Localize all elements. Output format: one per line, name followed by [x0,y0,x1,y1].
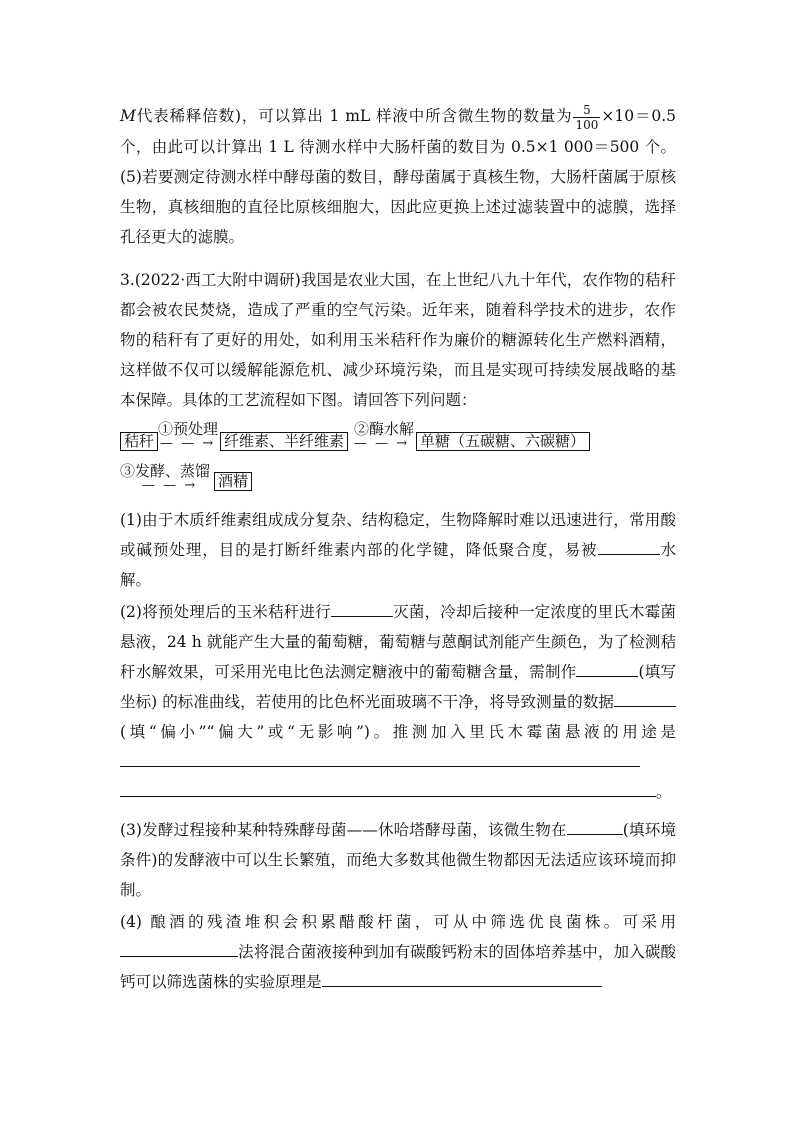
q2-text-d: (填“偏小”“偏大”或“无影响”)。推测加入里氏木霉菌悬液的用途是 [120,723,676,741]
flow-step-enzyme-hydrolysis: ②酶水解 [354,420,415,438]
flow-arrow-1: — — → [160,436,216,451]
fraction-numerator: 5 [573,103,600,118]
answer-blank-q2-sterilization[interactable] [331,598,393,617]
q3-text-b: (填环境条件)的发酵液中可以生长繁殖，而绝大多数其他微生物都因无法适应该环境而抑制。 [120,821,676,899]
q2-text-e: 。 [656,783,672,801]
flow-box-cellulose-label: 纤维素、半纤维素 [220,432,348,451]
intro-text-3: 由此可以计算出 1 L 待测水样中大肠杆菌的数目为 0.5×1 000＝500 个。(5)若要测定待测水样中酵母菌的数目，酵母菌属于真核生物，大肠杆菌属于原核生物，真核细胞的直径比原核细胞大，因此应更换上述过滤装置中的滤膜，选择孔径更大的滤膜。 [120,137,676,246]
intro-paragraph [120,101,676,252]
answer-blank-q2-measurement[interactable] [614,688,676,707]
flow-box-straw-label: 秸秆 [120,432,158,451]
flow-box-alcohol [214,472,252,491]
sub-question-3 [120,815,676,905]
flow-box-monosaccharide-label: 单糖（五碳糖、六碳糖） [416,432,590,451]
flow-step-fermentation: ③发酵、蒸馏 [120,462,211,480]
q2-text-b: 灭菌，冷却后接种一定浓度的里氏木霉菌悬液，24 h 就能产生大量的葡萄糖，葡萄糖与蒽酮试剂能产生颜色，为了检测秸秆水解效果，可采用光电比色法测定糖液中的葡萄糖含量，需制作 [120,603,676,681]
answer-blank-q2-coordinates[interactable] [576,658,638,677]
q4-text-b: 法将混合菌液接种到加有碳酸钙粉末的固体培养基中，加入碳酸钙可以筛选菌株的实验原理是 [120,943,676,991]
answer-blank-q2-purpose-line1[interactable] [120,748,640,767]
q2-text-c: (填写坐标) 的标准曲线，若使用的比色杯光面玻璃不干净，将导致测量的数据 [120,663,676,711]
q4-text-a: (4) 酿酒的残渣堆积会积累醋酸杆菌，可从中筛选优良菌株。可采用 [120,913,676,931]
flow-box-alcohol-label: 酒精 [214,472,252,491]
answer-blank-q2-purpose-line2[interactable] [120,778,656,797]
intro-text-1: 代表稀释倍数)，可以算出 1 mL 样液中所含微生物的数量为 [135,107,573,125]
answer-blank-q4-method[interactable] [120,938,238,957]
question-3-stem: 3.(2022·西工大附中调研)我国是农业大国，在上世纪八九十年代，农作物的秸秆都会被农民焚烧，造成了严重的空气污染。近年来，随着科学技术的进步，农作物的秸秆有了更好的用处，如利用玉米秸秆作为廉价的糖源转化生产燃料酒精，这样做不仅可以缓解能源危机、减少环境污染，而且是实现可持续发展战略的基本保障。具体的工艺流程如下图。请回答下列问题： [120,271,676,409]
flow-box-monosaccharide [416,432,590,451]
intro-text-2: ×10＝0.5 个， [120,107,676,156]
flow-arrow-3: — — → [142,478,198,493]
sub-question-2 [120,597,676,807]
fraction-denominator: 100 [575,117,599,132]
sub-question-1 [120,505,676,595]
answer-blank-q4-principle[interactable] [322,968,602,987]
fraction-5-over-100 [573,103,600,132]
flow-arrow-2: — — → [354,436,410,451]
q2-text-a: (2)将预处理后的玉米秸秆进行 [120,603,331,621]
q1-text-a: (1)由于木质纤维素组成成分复杂、结构稳定，生物降解时难以迅速进行，常用酸或碱预处理，目的是打断纤维素内部的化学键，降低聚合度，易被 [120,511,676,559]
q3-text-a: (3)发酵过程接种某种特殊酵母菌——休哈塔酵母菌，该微生物在 [120,821,567,839]
answer-blank-q3[interactable] [567,816,623,835]
flow-box-straw [120,432,158,451]
sub-question-4 [120,907,676,997]
answer-blank-q1[interactable] [598,536,660,555]
flow-box-cellulose [220,432,348,451]
q1-text-b: 水解。 [120,541,676,589]
variable-m: M [120,107,136,125]
flow-step-pretreatment: ①预处理 [158,420,219,438]
